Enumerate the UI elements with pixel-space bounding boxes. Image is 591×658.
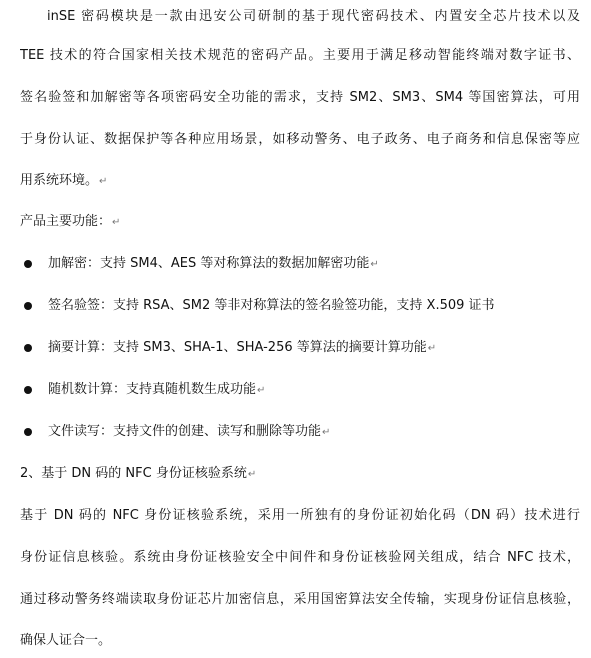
paragraph2-line-1: 基于 DN 码的 NFC 身份证核验系统，采用一所独有的身份证初始化码（DN 码）技术进行 <box>20 508 580 523</box>
paragraph-mark-icon: ↵ <box>427 343 437 354</box>
section2-heading-text: 2、基于 DN 码的 NFC 身份证核验系统 <box>20 466 247 481</box>
paragraph-mark-icon: ↵ <box>370 259 379 270</box>
section2-heading <box>20 465 580 484</box>
paragraph1-line-2: TEE 技术的符合国家相关技术规范的密码产品。主要用于满足移动智能终端对数字证书、 <box>20 48 580 63</box>
paragraph2-line-3: 通过移动警务终端读取身份证芯片加密信息，采用国密算法安全传输，实现身份证信息核验， <box>20 592 580 607</box>
paragraph2-line-4: 确保人证合一。 <box>20 633 112 648</box>
bullet-icon <box>24 302 32 310</box>
bullet-icon <box>24 344 32 352</box>
feature-item-text: 文件读写：支持文件的创建、读写和删除等功能↵ <box>48 424 331 439</box>
paragraph2-line-2: 身份证信息核验。系统由身份证核验安全中间件和身份证核验网关组成，结合 NFC 技术， <box>20 550 580 565</box>
feature-item <box>20 381 580 399</box>
paragraph-mark-icon: ↵ <box>322 427 331 438</box>
paragraph1-line-4: 于身份认证、数据保护等各种应用场景，如移动警务、电子政务、电子商务和信息保密等应 <box>20 132 580 147</box>
feature-item <box>20 423 580 441</box>
features-heading <box>20 213 580 232</box>
feature-item-text: 加解密：支持 SM4、AES 等对称算法的数据加解密功能↵ <box>48 256 379 271</box>
bullet-icon <box>24 260 32 268</box>
feature-item-text: 随机数计算：支持真随机数生成功能↵ <box>48 382 266 397</box>
bullet-icon <box>24 386 32 394</box>
feature-item <box>20 297 580 315</box>
paragraph1-line-5 <box>20 172 580 191</box>
paragraph-mark-icon: ↵ <box>99 176 108 187</box>
paragraph1-line-3: 签名验签和加解密等各项密码安全功能的需求，支持 SM2、SM3、SM4 等国密算法，可用 <box>20 90 580 105</box>
feature-item <box>20 255 580 273</box>
paragraph1-line-5-text: 用系统环境。 <box>20 173 99 188</box>
paragraph-mark-icon: ↵ <box>257 385 266 396</box>
feature-item-text: 签名验签：支持 RSA、SM2 等非对称算法的签名验签功能，支持 X.509 证书 <box>48 298 495 313</box>
bullet-icon <box>24 428 32 436</box>
features-heading-text: 产品主要功能： <box>20 214 112 229</box>
paragraph1-line-1: inSE 密码模块是一款由迅安公司研制的基于现代密码技术、内置安全芯片技术以及 <box>47 9 580 24</box>
feature-item <box>20 339 580 357</box>
paragraph-mark-icon: ↵ <box>112 217 121 228</box>
feature-item-text: 摘要计算：支持 SM3、SHA-1、SHA-256 等算法的摘要计算功能↵ <box>48 340 437 355</box>
paragraph-mark-icon: ↵ <box>247 469 257 480</box>
